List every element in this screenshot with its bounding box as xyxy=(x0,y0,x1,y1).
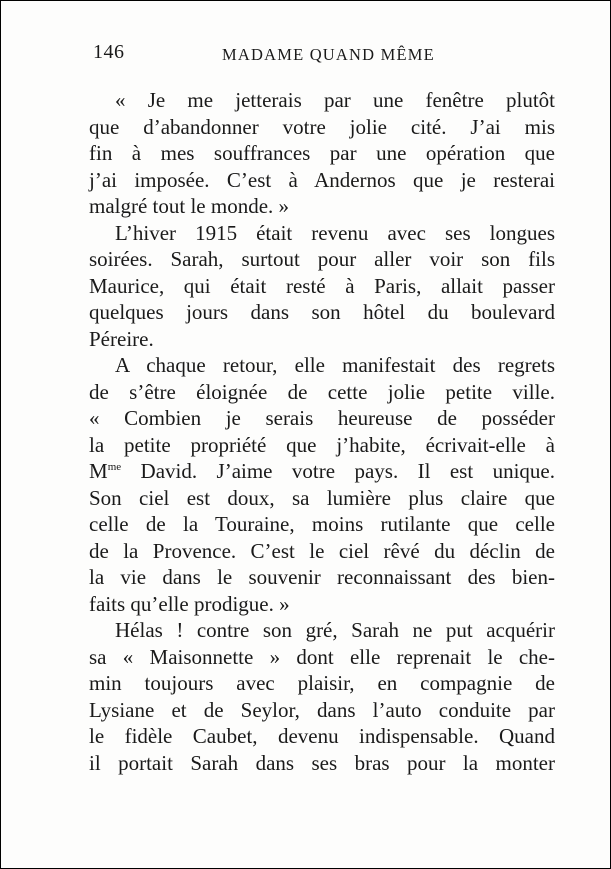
text-line-with-superscript xyxy=(89,458,555,485)
page-number: 146 xyxy=(93,41,125,63)
text-line: « Combien je serais heureuse de posséder xyxy=(89,406,555,430)
text-line: celle de la Touraine, moins rutilante que celle xyxy=(89,512,555,536)
text-line: L’hiver 1915 était revenu avec ses longues xyxy=(115,220,555,245)
text-line: Péreire. xyxy=(89,326,154,351)
body-text xyxy=(89,87,555,776)
text-line: Son ciel est doux, sa lumière plus claire que xyxy=(89,485,555,510)
text-fragment: M xyxy=(89,459,108,483)
text-line: A chaque retour, elle manifestait des regrets xyxy=(115,353,555,377)
text-line: Lysiane et de Seylor, dans l’auto conduite par xyxy=(89,697,555,722)
text-line: soirées. Sarah, surtout pour aller voir son fils xyxy=(89,247,555,271)
superscript-abbreviation: me xyxy=(107,461,122,473)
text-fragment: David. J’aime votre pays. Il est unique. xyxy=(121,459,555,483)
running-title: MADAME QUAND MÊME xyxy=(222,45,435,64)
text-line: la vie dans le souvenir reconnaissant des bien- xyxy=(89,565,555,589)
text-line: faits qu’elle prodigue. » xyxy=(89,591,290,616)
text-line: malgré tout le monde. » xyxy=(89,194,290,218)
text-line: il portait Sarah dans ses bras pour la monter xyxy=(89,750,555,775)
text-line: min toujours avec plaisir, en compagnie de xyxy=(89,671,555,695)
text-line: la petite propriété que j’habite, écrivait-elle à xyxy=(89,432,555,457)
text-line: de s’être éloignée de cette jolie petite ville. xyxy=(89,379,555,404)
text-line: de la Provence. C’est le ciel rêvé du déclin de xyxy=(89,538,555,563)
text-line: fin à mes souffrances par une opération que xyxy=(89,141,555,165)
text-line: le fidèle Caubet, devenu indispensable. Quand xyxy=(89,724,555,748)
text-line: j’ai imposée. C’est à Andernos que je resterai xyxy=(89,167,555,192)
text-line: sa « Maisonnette » dont elle reprenait le che- xyxy=(89,644,555,669)
text-line: « Je me jetterais par une fenêtre plutôt xyxy=(115,88,555,112)
text-line: Maurice, qui était resté à Paris, allait passer xyxy=(89,273,555,298)
text-line: que d’abandonner votre jolie cité. J’ai mis xyxy=(89,114,555,139)
text-line: quelques jours dans son hôtel du boulevard xyxy=(89,300,555,324)
text-line: Hélas ! contre son gré, Sarah ne put acquérir xyxy=(115,618,555,642)
